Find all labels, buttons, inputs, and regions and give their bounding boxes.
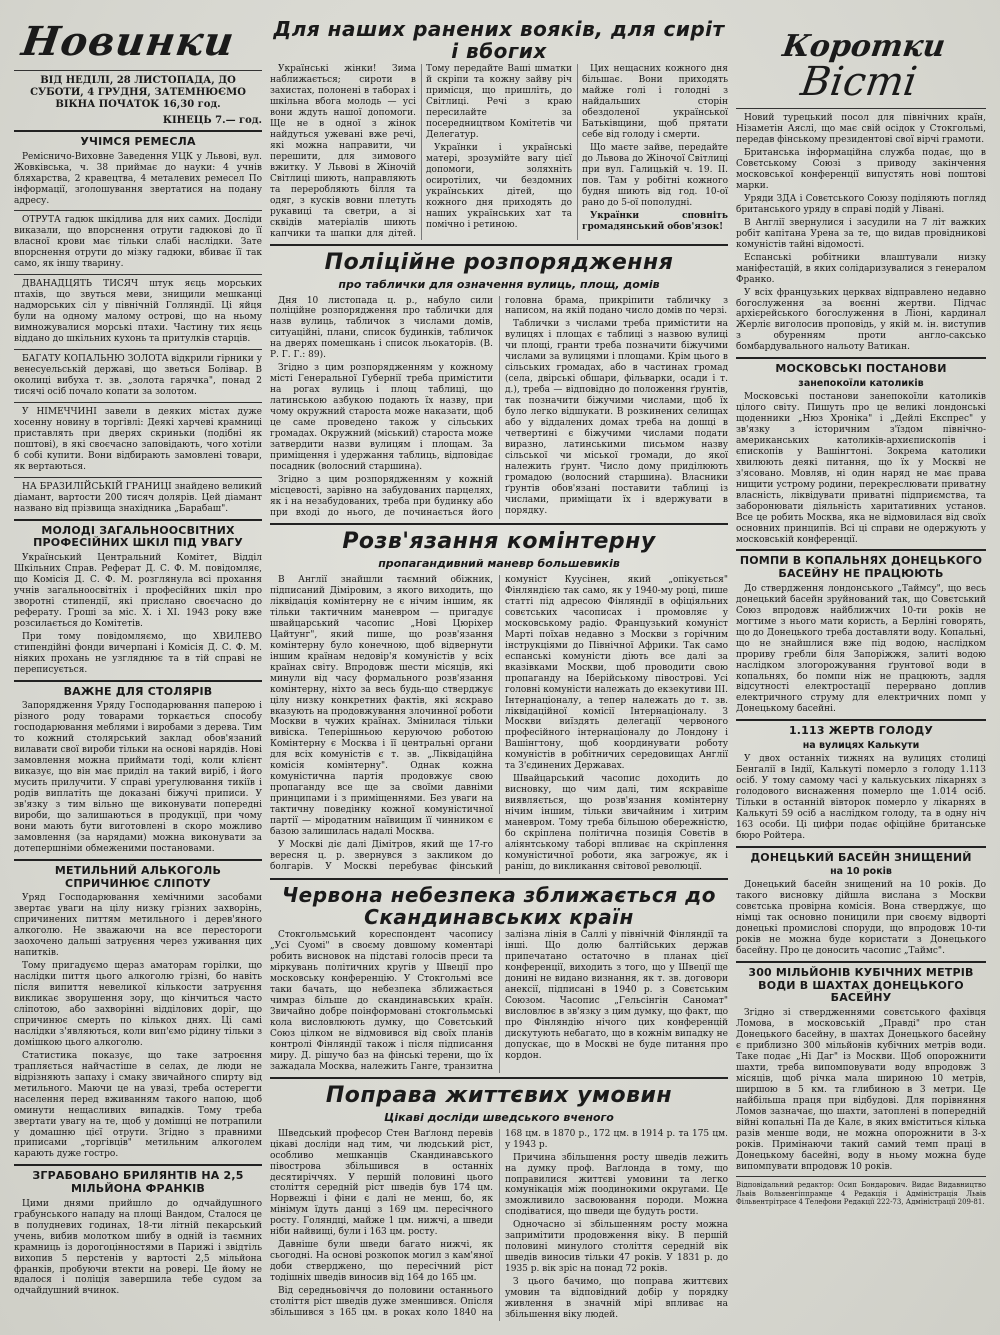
left-column	[14, 14, 262, 1335]
article-body: БАГАТУ КОПАЛЬНЮ ЗОЛОТА відкрили гірники у венесуельській державі, що зветься Болівар. В околиці вибуха т. зв. „золота гарячка", понад 2 тисячі осіб почало копати за золотом.	[14, 354, 262, 398]
divider	[270, 1077, 728, 1079]
masthead-line-2: Вісті	[798, 59, 920, 105]
subheadline: пропагандивний маневр большевиків	[378, 556, 620, 570]
article-title: ЗГРАБОВАНО БРИЛЯНТІВ НА 2,5 МІЛЬЙОНА ФРАНКІВ	[32, 1169, 244, 1196]
subheadline: Цікаві досліди шведського вченого	[384, 1110, 614, 1124]
article-title: 300 МІЛЬЙОНІВ КУБІЧНИХ МЕТРІВ ВОДИ В ШАХТАХ ДОНЕЦЬКОГО БАСЕЙНУ	[748, 966, 974, 1005]
divider	[270, 878, 728, 880]
divider	[736, 357, 986, 359]
article-body: Українські жінки! Зима наближається; сироти в захистах, полонені в таборах і шкільна вбога молодь — усі вони ждуть нашої допомоги. Ще не в одної з жінок найдуться ужевані вже речі, які можна направити, чи перешити, для зимового вжитку. У Львові в Жіночій Світлиці шиють, направляють та переробляють білля та одяг, з кусків вовни плетуть рукавиці та светри, а зі сквідів матеріалів шиють капчики та шапки для дітей. Тому передайте Ваші шматки й скріпи та кожну зайву річ примісця, що пришліть, до Світлиці. Речі з краю пересилайте за посередництвом Комітетів чи Делегатур.	[270, 64, 572, 239]
news-item: Еспанські робітники влаштували низку маніфестацій, в яких солідаризувалися з генералом Франко.	[736, 252, 986, 285]
article-body: Донецький басейн знищений на 10 років. До такого висновку дійшла вислана з Москви совєтська провірна комісія. Вона стверджує, що німці так основно поницили при своєму відворті донецькі промислові споруди, що впродовж 10-ти років не можна буде користати з Донецького басейну. Про це доносить часопис „Таймс".	[736, 880, 986, 957]
article-body: Українки і українські матері, зрозумійте вагу цієї допомоги, золяхніть осиротілих, чи бездомних українських дітей, що кожного дня приходять до наших українських хат та помічно і ретиною.	[426, 142, 572, 230]
article-body: Цими днями прийшло до одчайдушного грабунського нападу на площі Вандом, Сталося це в полудневих годинах, 18-ти літній пекарський учень, вибив молотком шибу в одній із таємних крамниць із дорогоцінностями в Парижі і звідтіль вихопив 5 перстенів у вартості 2,5 мільйона франків, пробуючи втекти на ровері. Це йому не вдалося і поліція завершила тебе судом за одчайдушний вчинок.	[14, 1198, 262, 1297]
article-body: Що маєте зайве, передайте до Львова до Жіночої Світлиці при вул. Галицькій ч. 19. II. пов. Там у робітні кожного будня шиють від год. 10-ої рано до 5-ої пополудні.	[582, 142, 728, 208]
divider	[14, 1164, 262, 1166]
short-news-masthead	[736, 29, 986, 105]
news-item: Новий турецький посол для північних країн, Нізаметін Аяслі, що має свій осідок у Стокгольмі, передав фінському президентові свої вірчі грамоти.	[736, 113, 986, 145]
article-body: Цих нещасних кожного дня більшає. Вони приходять майже голі і голодні з найдальших сторін обездоленої української Батьківщини, щоб прятати себе від голоду і смерти.	[582, 64, 728, 140]
divider	[14, 859, 262, 861]
news-item: Британська інформаційна служба подає, що в Совєтському Союзі з приводу закінчення московської конференції випустять нові поштові марки.	[736, 147, 986, 191]
middle-column	[270, 14, 728, 1335]
article-body: Дня 10 листопада ц. р., набуло сили поліційне розпорядження про таблички для назв вулиць, табличок з числами домів, ситуаційні, плани, список будинків, табличок на дверях помешкань і список льокаторів. (В. Р. Г. Г.: 89).	[270, 295, 493, 361]
article-body: Запорядження Уряду Господарювання паперою і різного роду товарами торкається способу господарювання меблями і виробами з дерева. Тим то кожний столярський заклад обов'язаний вилавати свої вироби тільки на основі нарядів. Нові замовлення можна приймати тоді, коли клієнт виказує, що він має приділ на такий виріб, і його мусить прилучити. У справі урегулювання тикіїв і родів виплатіть ще доказані біжучі приписи. У зв'язку з тим вільно ще виконувати попередні вироби, що залишаються в продукції, при чому вони мають бути виготовлені в скоро можливо замовлення (за нарядами) можна виконувати за дотепершніми обмеженими постановами.	[14, 701, 262, 854]
article-body: У НІМЕЧЧИНІ завели в деяких містах дуже хосенну новину в торгівлі: Деякі харчеві крамниці приставлять при дверях скриньки (подібні як поштові), в які своєчасно заповідають, чого хотіли б собі купити. Вони відбирають замовлені товари, як вертаються.	[14, 407, 262, 472]
article-body: До ствердження лондонського „Таймсу", що весь донецький басейн зруйнований так, що Совєтський Союз впродовж найближчих 10-ти років не могтиме з нього мати користь, а Берліні говорять, що до Донецького треба доставляти воду. Копальні, що не знайшлися вже під водою, наслідком прориву гребли біля Запоріжжя, залиті водою наслідком злогорожування ґрунтової води в копальнях, бо помпи ніж не працюють, задля відсутності електростації перервано доплив електричного струму для електричних помп у Донецькому басейні.	[736, 583, 986, 715]
article-body: Уряд Господарювання хемічними засобами звертає уваги на цілу низку грізних захворінь, спричинених питтям метильного і дерев'яного алкоголю. Не зважаючи на все перестороги заохочено дальші затруєння через уживання цих напитків.	[14, 893, 262, 958]
article-body: НА БРАЗИЛІЙСЬКІЙ ГРАНИЦІ знайдено великий діамант, вартости 200 тисяч долярів. Цей діамант названо від прізвища знахідника „Барабаш".	[14, 481, 262, 514]
blackout-end: КІНЕЦЬ 7.— год.	[162, 115, 262, 126]
article-title: МОЛОДІ ЗАГАЛЬНООСВІТНИХ ПРОФЕСІЙНИХ ШКІЛ ПІД УВАГУ	[33, 523, 243, 550]
article-body: Тому пригадуємо щераз аматорам горілки, що наслідки пиття цього алкоголю грізні, бо навіть після випиття невеликої кількости затруєння викликає зворушення зору, що кінчиться часто сліпотою, або захворінні відділових доріг, що спричинює смерть по кількох днях. Ці самі наслідки з'являються, коли вип'ємо рідину тільки з домішкою цього алкоголю.	[14, 960, 262, 1048]
article-subtitle: занепокоїли католиків	[798, 377, 924, 389]
divider	[14, 519, 262, 521]
headline-living-conditions: Поправа життєвих умовин	[325, 1082, 673, 1108]
novynky-masthead: Новинки	[18, 18, 238, 65]
divider	[270, 523, 728, 525]
divider	[736, 549, 986, 551]
article-body: Згідно з цим розпорядженням у кожній місцевості, зарівно на забудованих парцелях, як і на незабудованих, треба при будинку або при вході до нього, де починається його головна брама, прикріпити табличку з написом, на якій подано число домів по черзі.	[270, 295, 728, 518]
article-body: Стокгольмський кореспондент часопису „Усі Суомі" в своєму довшому коментарі робить висновок на підставі голосів преси та міркувань політичних кругів у Швеції про московську конференцію. У Стокгольмі все таки бачать, що небезпека зближається чимраз більше до скандинавських країн. Звичайно добре поінформовані стокгольмські кола висловлюють думку, що Совєтський Союз цілком не відмовився від своїх планів контролі Фінляндії також і після підписання миру. Д. рішучо баз на фінські терени, що їх зажадала Москва, належить Ганге, транзитна залізна лінія в Саллі у північній Фінляндії та інші. Що долю балтійських держав припечатано остаточно в планах цієї конференції, виходить з того, що у Швеції ще донині не видано визнання, як т. зв. договори анексії, підписані в 1940 р. з Совєтським Союзом. Часопис „Гельсінгін Саномат" висловлює в зв'язку з цим думку, що факт, що про Фінляндію нічого цих конференцій дискутують небагато, що в кожнім випадку не допускає, що в Москві не буде питання про кордон.	[270, 930, 728, 1072]
news-item: В Англії звернулися і засудили на 7 літ важких робіт капітана Урена за те, що видав провідникові комуністів тайні відомості.	[736, 217, 986, 250]
divider	[14, 210, 262, 211]
article-title: ВАЖНЕ ДЛЯ СТОЛЯРІВ	[63, 684, 213, 698]
article-body: Ремісничо-Виховне Заведення УЦК у Львові, вул. Жовківська, ч. 38 приймає до науки: 4 учнів бляхарства, 2 кравецтва, 4 металевих ремесел По інформації, зголошування звертатися на подану адресу.	[14, 151, 262, 206]
article-body: Згідно зі ствердженнями совєтського фахівця Ломова, в московській „Правді" про стан Донецького басейну, в шахтах Донецького басейну є приблизно 300 мільйонів кубічних метрів води. Таке подає „Ні Даг" із Москви. Щоб опорожнити шахти, треба випомповувати воду впродовж 3 місяців, щоб річка мала шириною 10 метрів, ширшою в 5 км. та глибиною в 3 метри. Це найбільша праця при відбудові. Для порівняння Ломов зазначає, що шахти, затоплені в попередній війні копальні Па де Калє, в яких вміститься кілька разів менше води, не можна опорожнити в 3-х років. Примінаючи такий самий темп праці в Донецькому басейні, воду в ньому можна буде випомпувати впродовж 10 років.	[736, 1007, 986, 1172]
divider	[14, 680, 262, 682]
divider	[736, 108, 986, 109]
article-body: Одночасно зі збільшенням росту можна запримітити продовження віку. В першій половині минулого століття середній вік шведів виносив тільки 47 років. У 1831 р. до 1935 р. вік зріс на понад 72 років.	[505, 1220, 728, 1275]
right-column	[736, 14, 986, 1335]
article-body: Давніше були шведи багато нижчі, як сьогодні. На основі розкопок могил з кам'яної доби стверджено, що пересічний ріст тодішніх шведів виносив від 164 до 165 цм.	[270, 1240, 493, 1284]
article-body: Статистика показує, що таке затроєння трапляється найчастіше в селах, де люди не відрізняють запаху і смаку звичайного спирту від метильного. Маючи це на увазі, треба остерегти населення перед вживанням такого напою, щоб оминути нещасливих випадків. Тому треба звертати увагу на те, щоб у домішці не потрапили у домашню цієї отрути. Згідно з правними приписами „торгівців" метильним алкоголем карають дуже гостро.	[14, 1050, 262, 1160]
article-body: Московські постанови занепокоїли католиків цілого світу. Пишуть про це великі лондонські щоденники „Нюз Хроніка" і „Дейлі Експрес" у зв'язку з історичним з'їздом північно-американських католиків-архиєпископів і єпископів у Вашінгтоні. Зокрема католики хвилюють деякі питання, що їх у Москві не з'ясовано. Мовляв, ні один наряд не має права нищити устрому родини, перекреслювати приватну власність, ліквідувати приватні підприємства, та заборонювати діяльність харитативних установ. Все це робить Москва, яка не відмовилася від своїх основних принципів. Всі ці справи не одержують у московській конференції.	[736, 391, 986, 545]
article-body: Таблички з числами треба примістити на вулицях і площах є таблиці з назвою вулиці чи площі, гранти треба позначити біжучими числами за вулицями і площами. Крім цього в сільських громадах, або в частинах громад (села, двірські обшари, фільварки, осади і т. д.), треба — відповідно до положення ґрунтів, так позначити біжучими числами, щоб їх було легко відшукати. В розкинених селищах або у віддалених домах треба на дошці в четвертині є біжучими числами подати виразно, латинськими письмом назву сільської чи міської громади, до якої належить ґрунт. Число дому приділюють громадою (волосний старшина). Власники ґрунтів обов'язані поставити таблиці із числами, приміщати їх і вдержувати в порядку.	[505, 319, 728, 516]
divider	[736, 719, 986, 721]
article-body: У Москві діє далі Дімітров, який ще 17-го вересня ц. р. звернувся з закликом до болгарів. У Москві перебуває фінський комуніст Куусінен, який „опікується" Фінляндією так само, як у 1940-му році, пише статті під адресою Фінляндії в офіціяльних совєтських часописах і промовляє у московському радіо. Французький комуніст Марті поїхав недавно з Москви з горічним інструкціями до Північної Африки. Так само еспанські комуністи діють все далі за вказівками Москви, щоб проводити свою пропаганду на Іберійському півострові. Усі головні комуністи належать до екзекутиви III. Інтернаціоналу, а тепер належать до т. зв. ліквідаційної комісії Інтернаціоналу. З Москви виїздять делегації червоного професійного інтернаціоналу до Лондону і Вашінгтону, щоб координувати роботу комуністів в робітничих середовищах Англії та З'єдинених Державах.	[270, 574, 728, 873]
headline-police-order: Поліційне розпорядження	[324, 249, 674, 275]
article-columns	[270, 575, 728, 874]
article-body: Український Центральний Комітет, Відділ Шкільних Справ. Реферат Д. С. Ф. М. повідомляє, що Комісія Д. С. Ф. М. розглянула всі прохання учнів загальноосвітніх і професійних шкіл про зворотні стипендії, які прислано своєчасно до реферату. Гроші за міс. X. і XI. 1943 року вже розсилається до Комітетів.	[14, 553, 262, 629]
article-body: Причина збільшення росту шведів лежить на думку проф. Ваґлонда в тому, що поправилися життєві умовини та легко комунікація між поодинокими округами. Це зможливило засвоювання породи. Можна сподіватися, що шведи ще будуть рости.	[505, 1152, 728, 1218]
article-body: Українки сповніть громадянський обов'язок!	[582, 210, 728, 232]
article-body: Від середньовіччя до половини останнього століття ріст шведів дуже зменшився. Опісля збільшився з 165 цм. в роках коло 1840 на 168 цм. в 1870 р., 172 цм. в 1914 р. та 175 цм. у 1943 р.	[270, 1128, 728, 1319]
article-title: МОСКОВСЬКІ ПОСТАНОВИ	[775, 362, 947, 376]
article-title: МЕТИЛЬНИЙ АЛЬКОГОЛЬ СПРИЧИНЮЄ СЛІПОТУ	[54, 863, 222, 890]
divider	[14, 274, 262, 275]
article-body: Згідно з цим розпорядженням у кожному місті Генеральної Губернії треба примістити на рогах вулиць і площ таблиці, що латинською азбукою подають їх назву, при чому окружний староста може наказати, щоб це саме проведено також у сільських громадах. Окружний (міський) староста може затвердити назви вулицям і площам. За приміщення і удержання таблиць, відповідає посадник (волосний старшина).	[270, 363, 493, 473]
headline-wounded-soldiers: Для наших ранених вояків, для сиріт і вбогих	[273, 17, 725, 63]
divider	[14, 477, 262, 478]
divider	[14, 130, 262, 132]
blackout-notice: ВІД НЕДІЛІ, 28 ЛИСТОПАДА, ДО СУБОТИ, 4 ГРУДНЯ, ЗАТЕМНЮЄМО ВІКНА ПОЧАТОК 16,30 год.	[30, 75, 246, 110]
subheadline: про таблички для означення вулиць, площ, домів	[338, 277, 660, 291]
imprint-footer: Відповідальний редактор: Осип Бондарович. Видає Видавництво Львів Вольвенгіппрамце 4 Редакція і Адміністрація Львів Фільвентрітрасе 4 Телефони Редакції 222-73, Адміністрації 209-81.	[736, 1181, 986, 1206]
article-body: При тому повідомляємо, що ХВИЛЕВО стипендійні фонди вичерпані і Комісія Д. С. Ф. М. ніяких прохань не узгляднює та в тій справі не переписується.	[14, 631, 262, 675]
news-item: У всіх французьких церквах відправлено недавно богослуження за воєнні жертви. Підчас архієрейського богослуження в Ліоні, кардинал Жерліє виголосив проповідь, у якій м. ін. виступив з обуренням проти англо-саксько бомбардувального нальоту Ватикан.	[736, 287, 986, 353]
article-title: УЧІМСЯ РЕМЕСЛА	[80, 135, 196, 148]
article-body: З цього бачимо, що поправа життєвих умовин та відповідний добір у порядку живлення в значній мірі впливає на збільшення віку людей.	[505, 1277, 728, 1321]
divider	[14, 349, 262, 350]
divider	[736, 1176, 986, 1177]
article-subtitle: на вулицях Калькути	[802, 740, 920, 752]
article-body: ОТРУТА гадюк шкідлива для них самих. Досліди виказали, що впорснення отрути гадюкові до її власної крови має тільки слабі наслідки. Зате впорснення отрути до мізку гадюки, вбиває її так само, як іншу тварину.	[14, 215, 262, 270]
article-title: ДОНЕЦЬКИЙ БАСЕЙН ЗНИЩЕНИЙ	[750, 850, 972, 864]
article-subtitle: на 10 років	[830, 866, 892, 878]
article-body: ДВАНАДЦЯТЬ ТИСЯЧ штук яєць морських птахів, що звуться меви, знищили мешканці надморських сіл у північній Голляндії. Ці яйця були на одному малому острові, що на ньому вимножувалися морські птахи. Частину тих яєць віддано до шкільних кухонь та притулків старців.	[14, 279, 262, 345]
article-body: У двох останніх тижнях на вулицях столиці Бенгалії в Індії, Калькуті померло з голоду 1.113 осіб. У тому самому часі у калькуських лікарнях з голодового виснаження померло ще 1.014 осіб. Тільки в останній вівторок померло у лікарнях в Калькуті 59 осіб а наслідком голоду, та в одну ніч 163 особи. Ці цифри подає офіційне британське бюро Ройтера.	[736, 753, 986, 841]
article-columns	[270, 296, 728, 519]
news-item: Уряди ЗДА і Совєтського Союзу поділяють погляд британського уряду в справі подій у Лівані.	[736, 193, 986, 215]
masthead-line-1: Коротки	[780, 29, 948, 64]
article-columns	[270, 930, 728, 1073]
divider	[736, 961, 986, 963]
headline-comintern: Розв'язання комінтерну	[342, 528, 656, 554]
article-title: ПОМПИ В КОПАЛЬНЯХ ДОНЕЦЬКОГО БАСЕЙНУ НЕ ПРАЦЮЮТЬ	[739, 554, 983, 581]
divider	[270, 244, 728, 246]
article-body: В Англії знайшли таємний обіжник, підписаний Діміровим, з якого виходить, що ліквідація комінтерну не є нічим іншим, як тільки тактичним маневром — пригадує швайцарський часопис „Нові Цюріхер Цайтунг", який пише, що розв'язання комінтерну було конечною, щоб відвернути іншим країнам недовір'я комуністів у всіх країнах світу. Впродовж шести місяців, які минули від часу формального розв'язання комінтерну, ніхто за весь будь-що стверджує цілу низку конкретних фактів, які яскраво вказують на продовжування злочинної роботи Москви в чужих країнах. Змінилася тільки вивіска. Теперішньою керуючою роботою Комінтерну є Москва і її центральні органи для всіх комуністів є т. зв. „Ліквідаційна комісія комінтерну". Однак кожна комуністична партія продовжує свою пропаганду все ще за своїми давніми принципами і з приміщеннями. Без уваги на тактичну поведінку кожної комуністичної партії — міродатним наївищим її чинником є базою залишилась надалі Москва.	[270, 574, 493, 838]
article-columns	[270, 64, 728, 240]
divider	[14, 70, 262, 71]
article-columns	[270, 1129, 728, 1321]
divider	[14, 402, 262, 403]
article-title: 1.113 ЖЕРТВ ГОЛОДУ	[788, 724, 934, 738]
article-body: Швайцарський часопис доходить до висновку, що чим далі, тим яскравіше виявляється, що розв'язання комінтерну нічим іншим, тільки звичайним і хитрим маневром. Тому треба більшою обережністю, бо скріплена політична позиція Совєтів в аліянтському таборі впливає на скріплення комуністичної роботи, яка загрожує, як і раніш, до викликання світової революції.	[505, 774, 728, 873]
headline-red-danger: Червона небезпека зближається до Скандинавських країн	[282, 883, 716, 930]
divider	[736, 846, 986, 848]
article-body: Шведський професор Стен Ваґлонд перевів цікаві досліди над тим, чи людський ріст, особливо мешканців Скандинавського півострова збільшився в останніх десятиріччях. У першій половині цього століття середній ріст шведів був 174 цм. Норвежці і фіни є далі не менш, бо, як мінімум їдуть данці з 169 цм. пересічного росту. Голяндці, майже 1 цм. нижчі, а шведи ніби найвищі, були і 163 цм. росту.	[270, 1128, 493, 1238]
